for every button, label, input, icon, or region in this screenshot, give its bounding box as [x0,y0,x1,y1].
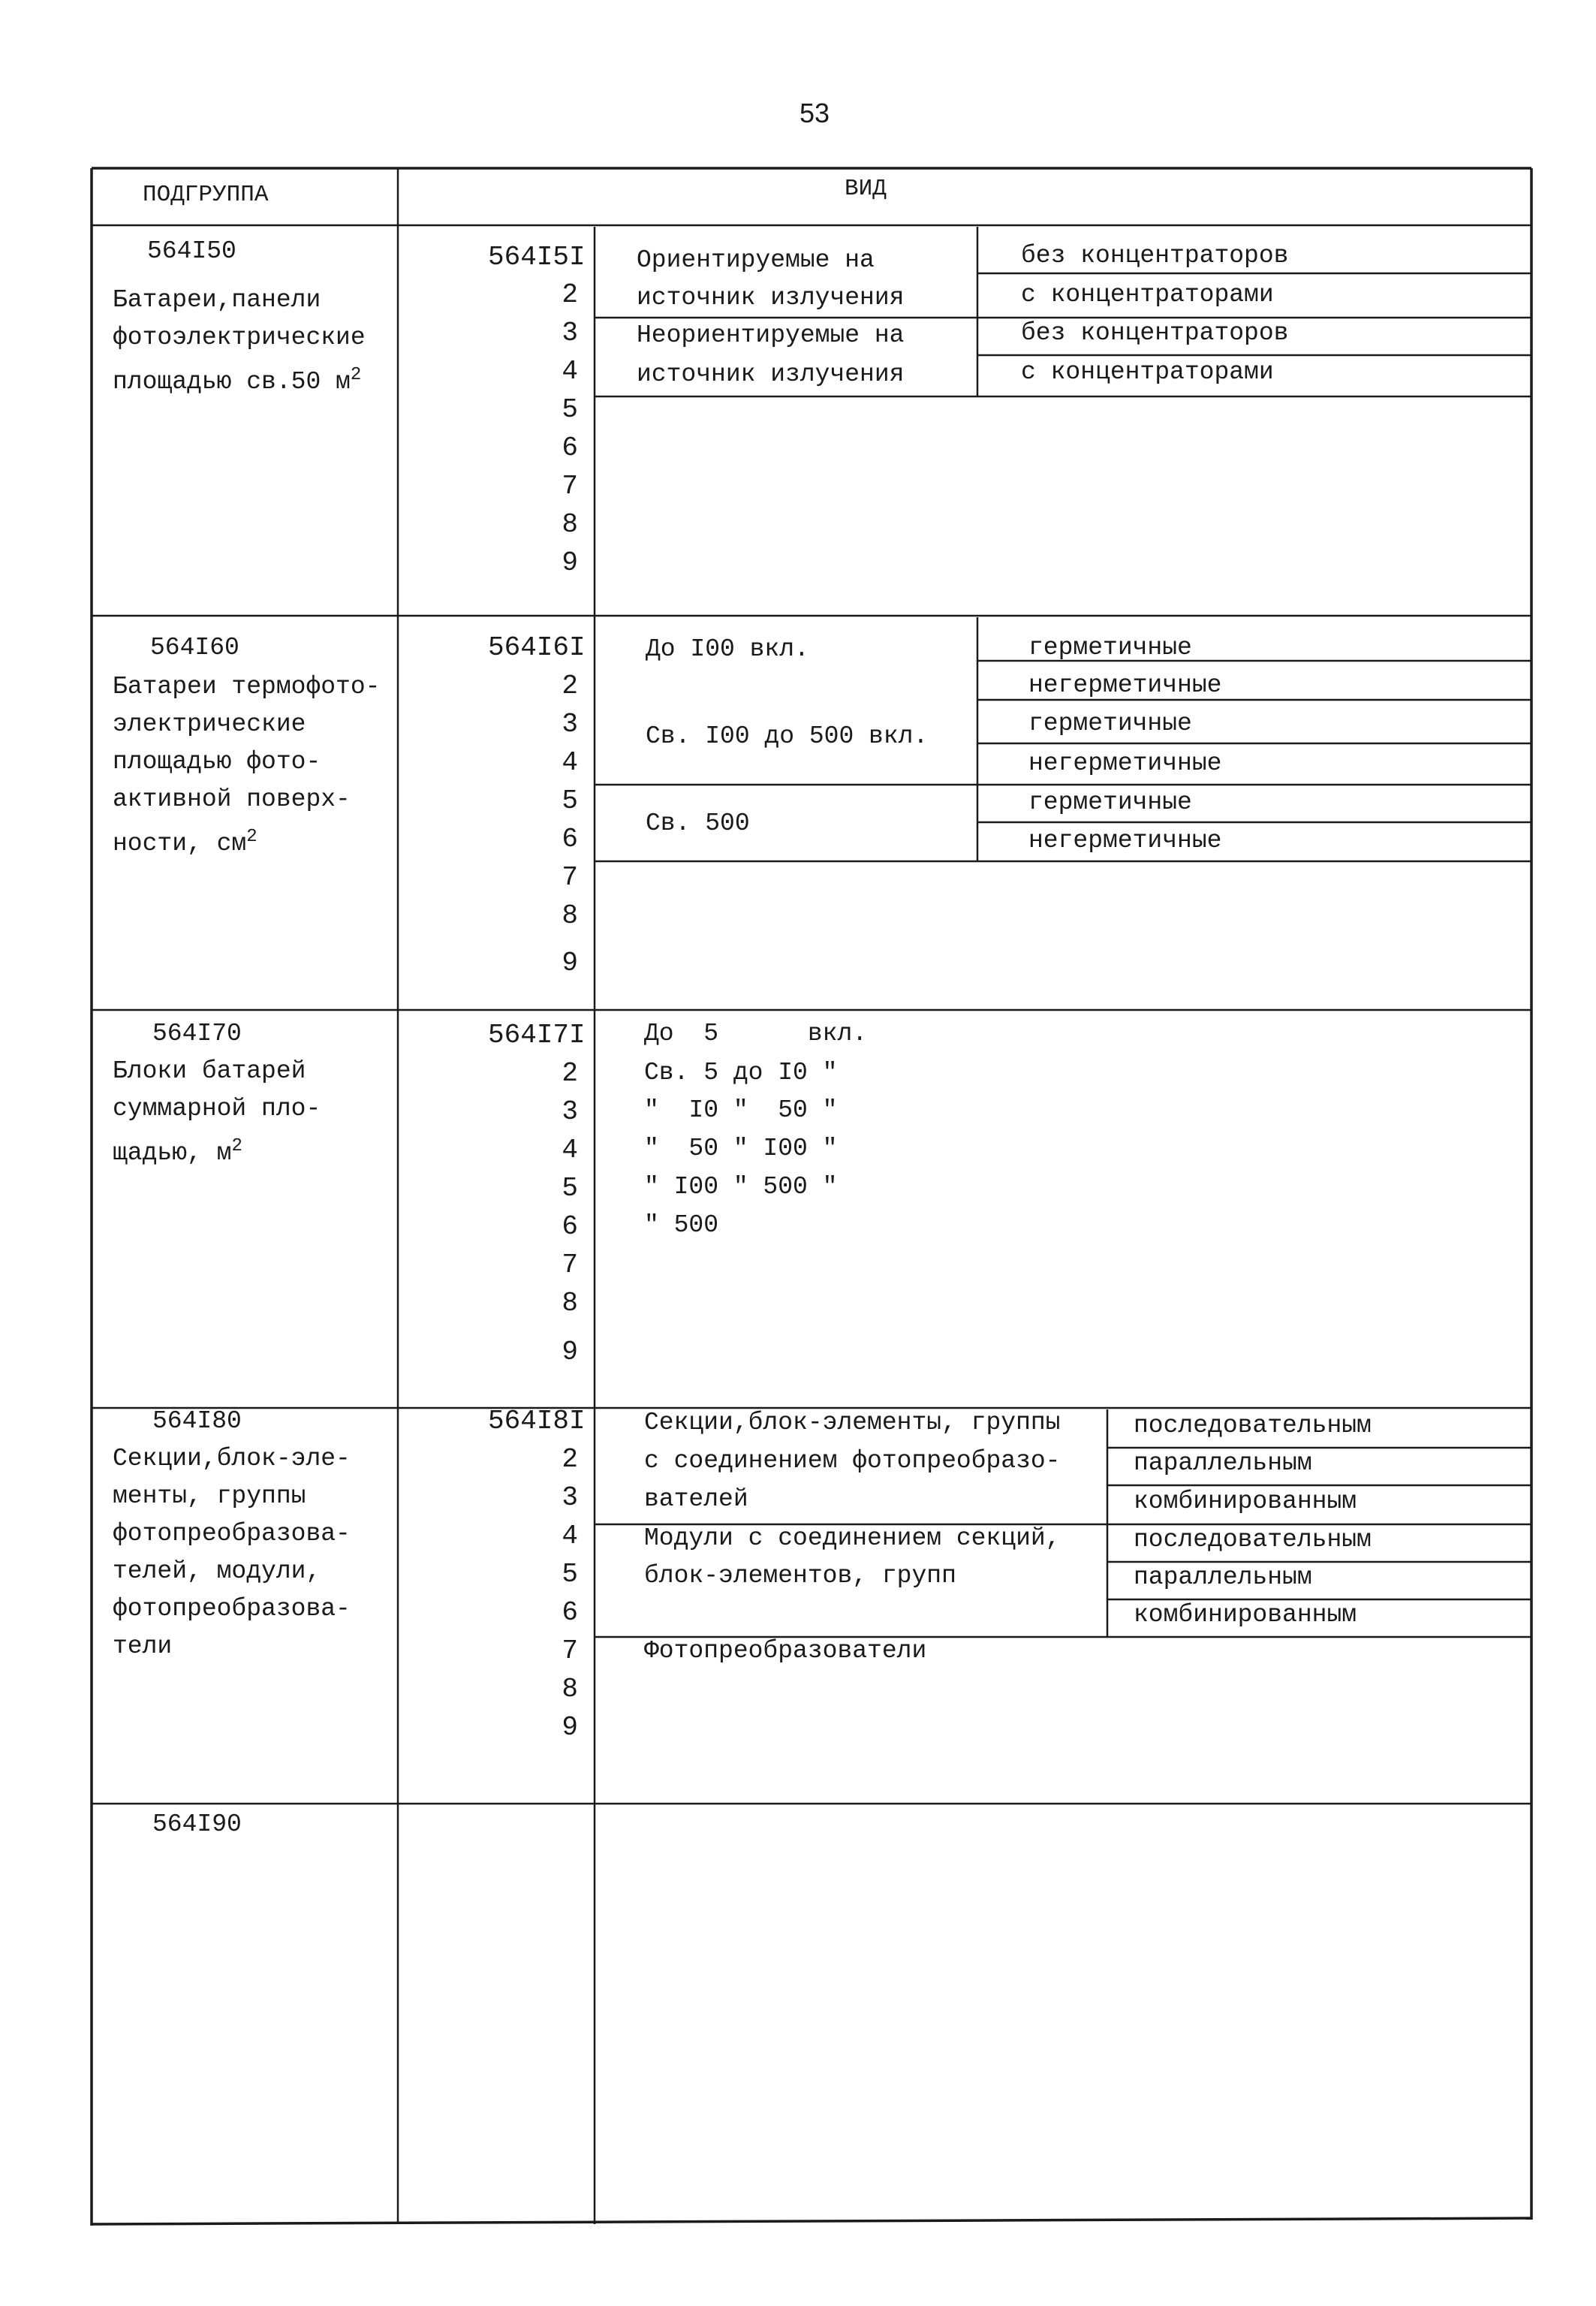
column-header-subgroup: ПОДГРУППА [143,182,269,208]
desc-line: электрические [113,710,306,738]
desc-line: фотоэлектрические [113,324,366,351]
code-number: 4 [562,747,578,778]
desc-line: ности, см [113,830,247,858]
subgroup-code: 564I60 [150,634,239,662]
column-header-kind: ВИД [845,176,887,202]
code-number: 7 [562,471,578,502]
code-number: 6 [562,1597,578,1628]
subgroup-description [113,1053,321,1172]
code-number: 5 [562,1173,578,1204]
code-number: 4 [562,1135,578,1165]
subkind-text: параллельным [1134,1449,1312,1477]
code-number: 6 [562,1211,578,1242]
code-number: 3 [562,1482,578,1513]
code-number: 5 [562,785,578,816]
code-number: 5 [562,394,578,425]
range-text: " I00 " 500 " [644,1173,838,1201]
subkind-text: параллельным [1134,1563,1312,1591]
code-number: 3 [562,1096,578,1127]
range-text: Св. 5 до I0 " [644,1059,838,1087]
superscript: 2 [246,827,257,847]
kind-text: Св. I00 до 500 вкл. [646,722,929,750]
subkind-text: герметичные [1028,634,1192,662]
code-number: 2 [562,671,578,701]
subgroup-description [113,1440,351,1665]
kind-text: вателей [644,1485,748,1513]
page-number: 53 [799,98,830,128]
desc-line: суммарной пло- [113,1095,321,1123]
desc-line: Блоки батарей [113,1057,306,1085]
range-text: " 50 " I00 " [644,1135,838,1162]
subkind-text: негерметичные [1028,827,1222,855]
subgroup-description [113,668,380,863]
kind-text: источник излучения [637,284,905,312]
kind-text: Модули с соединением секций, [644,1524,1061,1552]
desc-line: фотопреобразова- [113,1520,351,1548]
code-number: 8 [562,900,578,931]
subkind-text: герметичные [1028,710,1192,737]
code-number: 5 [562,1559,578,1590]
code-number: 9 [562,1712,578,1743]
desc-line: площадью св.50 м [113,368,351,396]
code-number: 564I5I [488,242,586,273]
extra-kind-text: Фотопреобразователи [644,1637,927,1665]
desc-line: менты, группы [113,1482,306,1510]
code-number: 9 [562,948,578,978]
code-number: 8 [562,1674,578,1705]
subkind-text: негерметичные [1028,749,1222,777]
range-text: До 5 вкл. [644,1020,868,1047]
code-number: 7 [562,1249,578,1280]
subkind-text: комбинированным [1134,1601,1357,1629]
subkind-text: последовательным [1134,1526,1372,1554]
code-number: 564I6I [488,632,586,663]
subgroup-description [113,282,366,401]
kind-text: Секции,блок-элементы, группы [644,1409,1061,1436]
kind-text: блок-элементов, групп [644,1562,956,1590]
subgroup-code: 564I80 [152,1407,242,1435]
code-number: 2 [562,279,578,310]
code-number: 3 [562,709,578,740]
subgroup-code: 564I50 [147,237,236,265]
code-number: 6 [562,824,578,855]
subkind-text: без концентраторов [1021,319,1289,347]
subkind-text: комбинированным [1134,1488,1357,1515]
subkind-text: последовательным [1134,1412,1372,1439]
superscript: 2 [350,365,362,385]
code-number: 3 [562,318,578,348]
superscript: 2 [231,1136,242,1156]
desc-line: Батареи,панели [113,286,321,314]
desc-line: активной поверх- [113,785,351,813]
code-number: 2 [562,1444,578,1475]
code-number: 4 [562,356,578,387]
range-text: " I0 " 50 " [644,1096,838,1124]
subgroup-code: 564I70 [152,1020,242,1047]
code-number: 9 [562,547,578,578]
range-text: " 500 [644,1211,719,1239]
code-number: 7 [562,862,578,893]
code-number: 564I7I [488,1020,586,1051]
subkind-text: с концентраторами [1021,281,1274,309]
kind-text: источник излучения [637,360,905,388]
code-number: 6 [562,433,578,463]
kind-text: Неориентируемые на [637,321,905,349]
desc-line: щадью, м [113,1139,232,1167]
desc-line: Батареи термофото- [113,673,381,701]
desc-line: телей, модули, [113,1557,321,1585]
code-number: 8 [562,1288,578,1319]
subkind-text: без концентраторов [1021,242,1289,270]
subkind-text: с концентраторами [1021,358,1274,386]
kind-text: До I00 вкл. [646,635,809,663]
desc-line: тели [113,1632,173,1660]
code-number: 2 [562,1058,578,1089]
kind-text: Ориентируемые на [637,246,875,274]
code-number: 7 [562,1635,578,1666]
code-number: 9 [562,1337,578,1367]
subkind-text: герметичные [1028,788,1192,816]
code-number: 8 [562,509,578,540]
kind-text: Св. 500 [646,809,750,837]
code-number: 4 [562,1521,578,1551]
desc-line: Секции,блок-эле- [113,1445,351,1473]
desc-line: фотопреобразова- [113,1595,351,1623]
code-number: 564I8I [488,1406,586,1436]
subkind-text: негерметичные [1028,671,1222,699]
subgroup-code: 564I90 [152,1810,242,1838]
desc-line: площадью фото- [113,748,321,776]
kind-text: с соединением фотопреобразо- [644,1447,1061,1475]
